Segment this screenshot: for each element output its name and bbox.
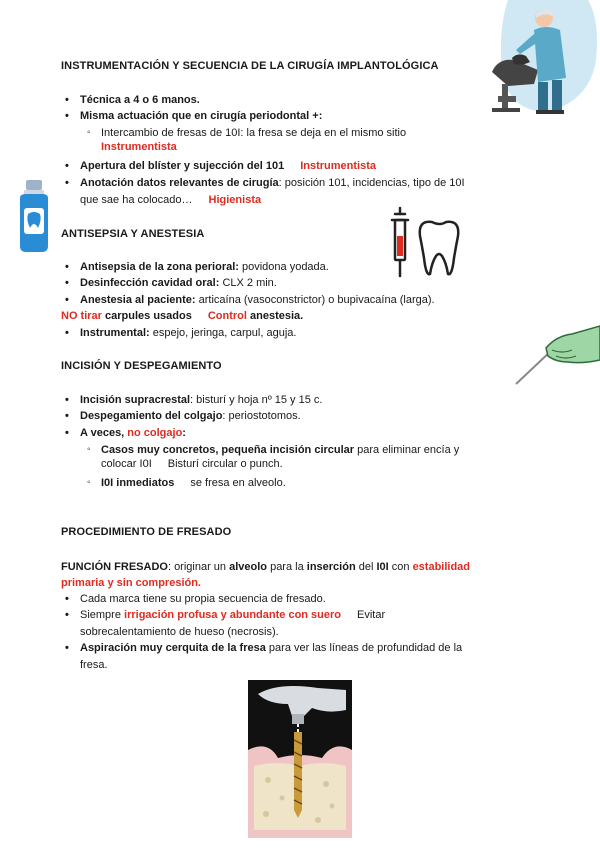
scalpel-hand-illustration xyxy=(512,320,600,388)
list-item: • Siempre irrigación profusa y abundante con suero Evitar xyxy=(66,608,385,622)
drilling-function-paragraph: FUNCIÓN FRESADO: originar un alveolo para la inserción del I0I con estabilidad primaria y sin compresión. xyxy=(61,561,471,589)
section-heading: INCISIÓN Y DESPEGAMIENTO xyxy=(61,360,222,372)
list-item-continuation: sobrecalentamiento de hueso (necrosis). xyxy=(80,626,279,638)
list-item-continuation: que sae ha colocado… Higienista xyxy=(80,194,262,206)
list-item: • Anestesia al paciente: articaína (vasoconstrictor) o bupivacaína (larga). xyxy=(66,293,435,307)
syringe-tooth-icon xyxy=(388,206,466,280)
section-heading: ANTISEPSIA Y ANESTESIA xyxy=(61,228,205,240)
anesthesia-note: NO tirar carpules usados Control anestesia. xyxy=(61,310,304,322)
list-item: • Antisepsia de la zona perioral: povidona yodada. xyxy=(66,260,329,274)
dentist-illustration xyxy=(478,0,600,120)
section-heading: PROCEDIMIENTO DE FRESADO xyxy=(61,526,232,538)
list-item: • Incisión supracrestal: bisturí y hoja nº 15 y 15 c. xyxy=(66,393,322,407)
list-item: • Técnica a 4 o 6 manos. xyxy=(66,93,200,107)
list-item: • Despegamiento del colgajo: periostotomos. xyxy=(66,409,301,423)
drill-bone-illustration xyxy=(248,680,352,838)
list-item: • Desinfección cavidad oral: CLX 2 min. xyxy=(66,276,277,290)
list-item: • Aspiración muy cerquita de la fresa para ver las líneas de profundidad de la xyxy=(66,641,536,655)
list-item: • Apertura del blíster y sujección del 101 Instrumentista xyxy=(66,159,376,173)
page-title: INSTRUMENTACIÓN Y SECUENCIA DE LA CIRUGÍA IMPLANTOLÓGICA xyxy=(61,60,439,72)
sub-list-item: ◦ I0I inmediatos se fresa en alveolo. xyxy=(87,476,286,490)
list-item: • Misma actuación que en cirugía periodontal +: xyxy=(66,109,322,123)
list-item: • Cada marca tiene su propia secuencia de fresado. xyxy=(66,592,326,606)
mouthwash-bottle-icon xyxy=(14,180,54,254)
list-item: • Instrumental: espejo, jeringa, carpul, aguja. xyxy=(66,326,296,340)
list-item-continuation: fresa. xyxy=(80,659,108,671)
list-item: • A veces, no colgajo: xyxy=(66,426,186,440)
list-item: • Anotación datos relevantes de cirugía: posición 101, incidencias, tipo de 10I xyxy=(66,176,536,190)
sub-list-item: ◦ Casos muy concretos, pequeña incisión circular para eliminar encía y colocar I0I Bisturí circular o punch. xyxy=(87,443,527,471)
sub-list-item: ◦ Intercambio de fresas de 10I: la fresa se deja en el mismo sitio Instrumentista xyxy=(87,126,406,154)
